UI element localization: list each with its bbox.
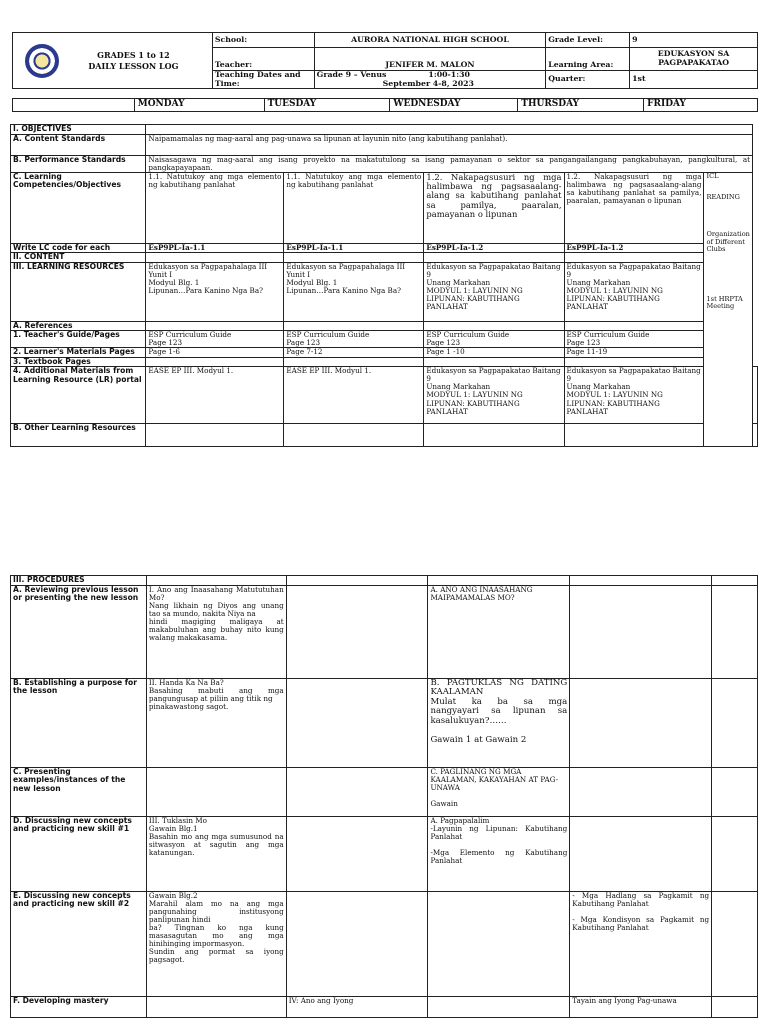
additional-materials-tuesday: EASE EP III. Modyul 1.	[284, 367, 424, 424]
other-blank	[564, 424, 704, 447]
procedure-e-thursday: - Mga Hadlang sa Pagkamit ng Kabutihang Panlahat - Mga Kondisyon sa Pagkamit ng Kabutihang Panlahat	[570, 891, 712, 996]
procedure-c-friday	[712, 767, 758, 816]
procedures-blank	[570, 576, 712, 586]
procedure-b-label: B. Establishing a purpose for the lesson	[11, 678, 147, 767]
friday-note: ICL	[706, 171, 719, 180]
learners-materials-tuesday: Page 7-12	[284, 348, 424, 358]
resources-thursday: Edukasyon sa Pagpapakatao Baitang 9 Unang Markahan MODYUL 1: LAYUNIN NG LIPUNAN: KABUTIHANG PANLAHAT	[564, 262, 704, 321]
friday-note: 1st HRPTA Meeting	[706, 294, 743, 310]
additional-materials-wednesday: Edukasyon sa Pagpapakatao Baitang 9 Unang Markahan MODYUL 1: LAYUNIN NG LIPUNAN: KABUTIHANG PANLAHAT	[424, 367, 564, 424]
content-heading: II. CONTENT	[11, 253, 146, 263]
teacher-label: Teacher:	[212, 48, 314, 71]
teachers-guide-monday: ESP Curriculum Guide Page 123	[146, 331, 284, 348]
textbook-pages-label: 3. Textbook Pages	[11, 357, 146, 367]
learners-materials-monday: Page 1-6	[146, 348, 284, 358]
content-standards-label: A. Content Standards	[11, 134, 146, 155]
lc-tuesday: EsP9PL-Ia-1.1	[284, 243, 424, 253]
procedure-d-label: D. Discussing new concepts and practicing new skill #1	[11, 816, 147, 891]
friday-note: READING	[706, 193, 740, 201]
teachers-guide-wednesday: ESP Curriculum Guide Page 123	[424, 331, 564, 348]
school-label: School:	[212, 33, 314, 48]
day-monday: MONDAY	[134, 99, 264, 112]
procedure-f-monday	[146, 996, 286, 1017]
lc-thursday: EsP9PL-Ia-1.2	[564, 243, 704, 253]
procedures-heading: III. PROCEDURES	[11, 576, 147, 586]
procedure-d-friday	[712, 816, 758, 891]
references-label: A. References	[11, 321, 146, 331]
learners-materials-label: 2. Learner's Materials Pages	[11, 348, 146, 358]
procedures-blank	[286, 576, 428, 586]
school-value: AURORA NATIONAL HIGH SCHOOL	[314, 33, 546, 48]
content-blank	[564, 253, 704, 263]
day-wednesday: WEDNESDAY	[390, 99, 518, 112]
dates-value: Grade 9 – Venus 1:00-1:30 September 4-8, 2023	[314, 71, 546, 89]
competency-thursday: 1.2. Nakapagsusuri ng mga halimbawa ng pagsasaalang-alang sa kabutihang panlahat sa pamilya, paaralan, pamayanan o lipunan	[564, 172, 704, 243]
competency-monday: 1.1. Natutukoy ang mga elemento ng kabutihang panlahat	[146, 172, 284, 243]
additional-materials-monday: EASE EP III. Modyul 1.	[146, 367, 284, 424]
procedure-e-friday	[712, 891, 758, 996]
procedure-b-thursday	[570, 678, 712, 767]
friday-blank	[753, 367, 758, 424]
procedure-c-monday	[146, 767, 286, 816]
other-blank	[146, 424, 284, 447]
procedure-b-wednesday: B. PAGTUKLAS NG DATING KAALAMAN Mulat ka ba sa mga nangyayari sa lipunan sa kasalukuyan?…… Gawain 1 at Gawain 2	[428, 678, 570, 767]
day-thursday: THURSDAY	[518, 99, 644, 112]
procedure-c-thursday	[570, 767, 712, 816]
procedure-a-monday: I. Ano ang Inaasahang Matututuhan Mo? Nang likhain ng Diyos ang unang tao sa mundo, nakita Niya na hindi magiging maligaya at makabuluhan ang buhay nito kung walang makakasama.	[146, 585, 286, 678]
procedure-f-thursday: Tayain ang Iyong Pag-unawa	[570, 996, 712, 1017]
day-friday: FRIDAY	[644, 99, 758, 112]
other-resources-label: B. Other Learning Resources	[11, 424, 146, 447]
competency-wednesday: 1.2. Nakapagsusuri ng mga halimbawa ng pagsasaalang-alang sa kabutihang panlahat sa pamilya, paaralan, pamayanan o lipunan	[424, 172, 564, 243]
procedure-b-friday	[712, 678, 758, 767]
days-blank	[13, 99, 135, 112]
content-blank	[284, 253, 424, 263]
procedure-d-monday: III. Tuklasin Mo Gawain Blg.1 Basahin mo ang mga sumusunod na sitwasyon at sagutin ang mga katanungan.	[146, 816, 286, 891]
grade-label: Grade Level:	[546, 33, 630, 48]
procedure-a-wednesday: A. ANO ANG INAASAHANG MAIPAMAMALAS MO?	[428, 585, 570, 678]
teachers-guide-tuesday: ESP Curriculum Guide Page 123	[284, 331, 424, 348]
content-standards-text: Naipamamalas ng mag-aaral ang pag-unawa sa lipunan at layunin nito (ang kabutihang panlahat).	[146, 134, 753, 155]
competencies-label: C. Learning Competencies/Objectives	[11, 172, 146, 243]
other-blank	[424, 424, 564, 447]
objectives-heading-blank	[146, 125, 753, 135]
procedure-b-monday: II. Handa Ka Na Ba? Basahing mabuti ang mga pangungusap at piliin ang titik ng pinakawastong sagot.	[146, 678, 286, 767]
procedure-e-label: E. Discussing new concepts and practicing new skill #2	[11, 891, 147, 996]
resources-monday: Edukasyon sa Pagpapahalaga III Yunit I Modyul Blg. 1 Lipunan…Para Kanino Nga Ba?	[146, 262, 284, 321]
objectives-content-table	[10, 124, 758, 447]
procedures-blank	[428, 576, 570, 586]
procedure-c-wednesday: C. PAGLINANG NG MGA KAALAMAN, KAKAYAHAN AT PAG-UNAWA Gawain	[428, 767, 570, 816]
other-blank	[284, 424, 424, 447]
procedures-blank	[146, 576, 286, 586]
objectives-heading: I. OBJECTIVES	[11, 125, 146, 135]
grade-value: 9	[630, 33, 758, 48]
learners-materials-thursday: Page 11-19	[564, 348, 704, 358]
lc-monday: EsP9PL-Ia-1.1	[146, 243, 284, 253]
procedure-d-tuesday	[286, 816, 428, 891]
dates-label: Teaching Dates and Time:	[212, 71, 314, 89]
procedure-c-tuesday	[286, 767, 428, 816]
teachers-guide-thursday: ESP Curriculum Guide Page 123	[564, 331, 704, 348]
resources-tuesday: Edukasyon sa Pagpapahalaga III Yunit I Modyul Blg. 1 Lipunan…Para Kanino Nga Ba?	[284, 262, 424, 321]
procedures-blank	[712, 576, 758, 586]
additional-materials-thursday: Edukasyon sa Pagpapakatao Baitang 9 Unang Markahan MODYUL 1: LAYUNIN NG LIPUNAN: KABUTIHANG PANLAHAT	[564, 367, 704, 424]
quarter-label: Quarter:	[546, 71, 630, 89]
additional-materials-label: 4. Additional Materials from Learning Resource (LR) portal	[11, 367, 146, 424]
competency-tuesday: 1.1. Natutukoy ang mga elemento ng kabutihang panlahat	[284, 172, 424, 243]
procedure-d-wednesday: A. Pagpapalalim -Layunin ng Lipunan: Kabutihang Panlahat -Mga Elemento ng Kabutihang Panlahat	[428, 816, 570, 891]
lc-wednesday: EsP9PL-Ia-1.2	[424, 243, 564, 253]
procedure-e-wednesday	[428, 891, 570, 996]
procedure-f-friday	[712, 996, 758, 1017]
area-label: Learning Area:	[546, 48, 630, 71]
procedure-a-label: A. Reviewing previous lesson or presenting the new lesson	[11, 585, 147, 678]
procedure-f-tuesday: IV: Ano ang Iyong	[286, 996, 428, 1017]
procedure-e-tuesday	[286, 891, 428, 996]
procedure-e-monday: Gawain Blg.2 Marahil alam mo na ang mga pangunahing institusyong panlipunan hindi ba? Tingnan ko nga kung masasagutan mo ang mga hinihinging impormasyon. Sundin ang pormat sa iyong pagsagot.	[146, 891, 286, 996]
performance-standards-text: Naisasagawa ng mag-aaral ang isang proyekto na makatutulong sa isang pamayanan o sektor sa pangangailangang pangkabuhayan, pangkultural, at pangkapayapaan.	[146, 155, 753, 172]
deped-seal-icon	[25, 44, 59, 78]
procedure-f-wednesday	[428, 996, 570, 1017]
log-title: GRADES 1 to 12 DAILY LESSON LOG	[88, 50, 179, 71]
performance-standards-label: B. Performance Standards	[11, 155, 146, 172]
friday-note: Organization of Different Clubs	[706, 230, 750, 254]
other-blank	[753, 424, 758, 447]
procedure-a-friday	[712, 585, 758, 678]
procedure-f-label: F. Developing mastery	[11, 996, 147, 1017]
teachers-guide-label: 1. Teacher's Guide/Pages	[11, 331, 146, 348]
content-blank	[146, 253, 284, 263]
procedures-table	[10, 575, 758, 1018]
learning-resources-label: III. LEARNING RESOURCES	[11, 262, 146, 321]
procedure-c-label: C. Presenting examples/instances of the new lesson	[11, 767, 147, 816]
learners-materials-wednesday: Page 1 -10	[424, 348, 564, 358]
friday-notes	[704, 172, 753, 447]
content-blank	[424, 253, 564, 263]
area-value: EDUKASYON SA PAGPAPAKATAO	[630, 48, 758, 71]
header-logo-cell	[13, 33, 213, 89]
header-table	[12, 32, 758, 89]
days-row	[12, 98, 758, 112]
day-tuesday: TUESDAY	[264, 99, 390, 112]
procedure-d-thursday	[570, 816, 712, 891]
procedure-a-tuesday	[286, 585, 428, 678]
lc-code-label: Write LC code for each	[11, 243, 146, 253]
procedure-b-tuesday	[286, 678, 428, 767]
teacher-value: JENIFER M. MALON	[314, 48, 546, 71]
quarter-value: 1st	[630, 71, 758, 89]
resources-wednesday: Edukasyon sa Pagpapakatao Baitang 9 Unang Markahan MODYUL 1: LAYUNIN NG LIPUNAN: KABUTIHANG PANLAHAT	[424, 262, 564, 321]
procedure-a-thursday	[570, 585, 712, 678]
